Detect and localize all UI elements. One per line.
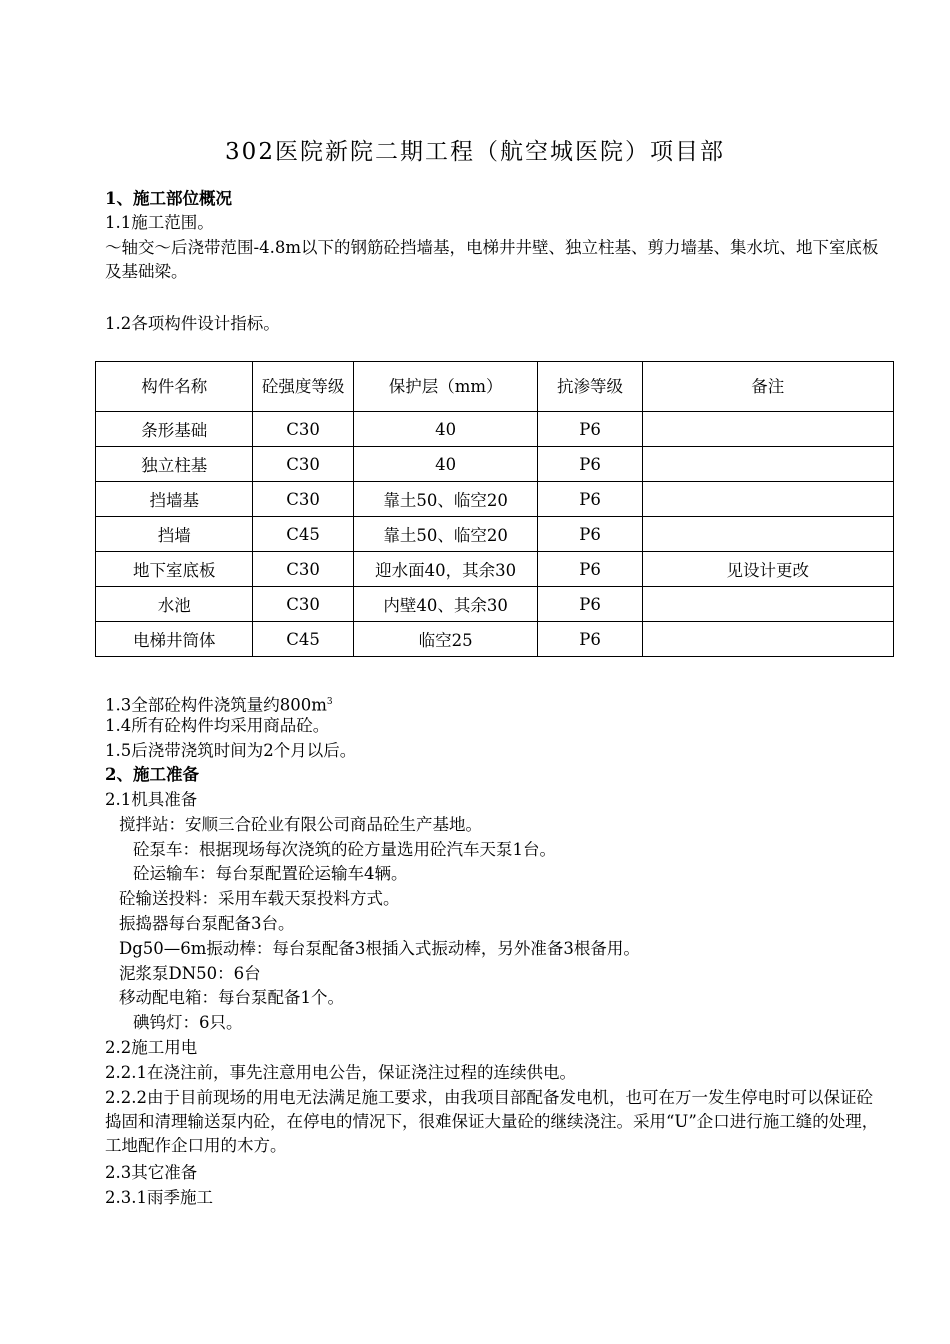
subsection-1-5: 1.5后浇带浇筑时间为2个月以后。 bbox=[105, 741, 357, 760]
table-row bbox=[96, 517, 894, 552]
table-row bbox=[96, 447, 894, 482]
table-cell: P6 bbox=[538, 447, 642, 482]
table-cell: 40 bbox=[353, 447, 538, 482]
table-cell: C45 bbox=[253, 517, 353, 552]
table-row bbox=[96, 412, 894, 447]
header-cell: 构件名称 bbox=[96, 362, 253, 412]
subsection-1-1: 1.1施工范围。 bbox=[105, 213, 214, 232]
table-cell: C30 bbox=[253, 587, 353, 622]
table-cell: 挡墙基 bbox=[96, 482, 253, 517]
table-cell: P6 bbox=[538, 622, 642, 657]
document-title: 302医院新院二期工程（航空城医院）项目部 bbox=[225, 139, 725, 165]
table-cell: 见设计更改 bbox=[642, 552, 893, 587]
table-cell: C30 bbox=[253, 447, 353, 482]
table-cell bbox=[642, 412, 893, 447]
table-cell: 电梯井筒体 bbox=[96, 622, 253, 657]
table-cell: 地下室底板 bbox=[96, 552, 253, 587]
table-cell: 挡墙 bbox=[96, 517, 253, 552]
table-cell: P6 bbox=[538, 517, 642, 552]
unit-superscript: 3 bbox=[326, 697, 333, 707]
subsection-1-4: 1.4所有砼构件均采用商品砼。 bbox=[105, 716, 330, 735]
table-cell: C45 bbox=[253, 622, 353, 657]
table-cell: P6 bbox=[538, 412, 642, 447]
table-cell: C30 bbox=[253, 482, 353, 517]
table-cell: 独立柱基 bbox=[96, 447, 253, 482]
table-cell bbox=[642, 447, 893, 482]
equipment-item: 碘钨灯：6只。 bbox=[133, 1013, 243, 1032]
table-cell: 40 bbox=[353, 412, 538, 447]
table-cell: P6 bbox=[538, 482, 642, 517]
table-header-row bbox=[96, 362, 894, 412]
subsection-2-3-1: 2.3.1雨季施工 bbox=[105, 1188, 213, 1207]
table-cell: 水池 bbox=[96, 587, 253, 622]
subsection-2-3: 2.3其它准备 bbox=[105, 1163, 198, 1182]
table-row bbox=[96, 587, 894, 622]
table-cell: P6 bbox=[538, 587, 642, 622]
table-cell: C30 bbox=[253, 552, 353, 587]
table-cell bbox=[642, 517, 893, 552]
table-row bbox=[96, 552, 894, 587]
equipment-item: 振捣器每台泵配备3台。 bbox=[119, 914, 295, 933]
equipment-item: 砼运输车：每台泵配置砼运输车4辆。 bbox=[133, 864, 408, 883]
table-cell: 靠土50、临空20 bbox=[353, 482, 538, 517]
table-cell: 内壁40、其余30 bbox=[353, 587, 538, 622]
table-row bbox=[96, 622, 894, 657]
section-2-heading: 2、施工准备 bbox=[105, 765, 199, 784]
table-cell bbox=[642, 482, 893, 517]
table-row bbox=[96, 482, 894, 517]
design-spec-table bbox=[95, 361, 894, 657]
table-cell: 迎水面40，其余30 bbox=[353, 552, 538, 587]
table-cell: C30 bbox=[253, 412, 353, 447]
table-cell: 靠土50、临空20 bbox=[353, 517, 538, 552]
table-cell: 条形基础 bbox=[96, 412, 253, 447]
equipment-item: 砼输送投料：采用车载天泵投料方式。 bbox=[119, 889, 400, 908]
volume-text: 1.3全部砼构件浇筑量约800m bbox=[105, 695, 327, 715]
table-cell: P6 bbox=[538, 552, 642, 587]
header-cell: 砼强度等级 bbox=[253, 362, 353, 412]
table-cell: 临空25 bbox=[353, 622, 538, 657]
subsection-2-2-2: 2.2.2由于目前现场的用电无法满足施工要求，由我项目部配备发电机，也可在万一发生停电时可以保证砼捣固和清理输送泵内砼，在停电的情况下，很难保证大量砼的继续浇注。采用“U”企口进行施工缝的处理，工地配作企口用的木方。 bbox=[105, 1088, 879, 1155]
equipment-item: 砼泵车：根据现场每次浇筑的砼方量选用砼汽车天泵1台。 bbox=[133, 840, 556, 859]
table-cell bbox=[642, 587, 893, 622]
equipment-item: 移动配电箱：每台泵配备1个。 bbox=[119, 988, 344, 1007]
section-1-heading: 1、施工部位概况 bbox=[105, 189, 232, 208]
equipment-item: 泥浆泵DN50：6台 bbox=[119, 964, 261, 983]
subsection-2-2-1: 2.2.1在浇注前，事先注意用电公告，保证浇注过程的连续供电。 bbox=[105, 1063, 576, 1082]
equipment-item: 搅拌站：安顺三合砼业有限公司商品砼生产基地。 bbox=[119, 815, 482, 834]
header-cell: 保护层（mm） bbox=[353, 362, 538, 412]
subsection-2-2: 2.2施工用电 bbox=[105, 1038, 198, 1057]
subsection-2-1: 2.1机具准备 bbox=[105, 790, 198, 809]
scope-paragraph: ～轴交～后浇带范围-4.8m以下的钢筋砼挡墙基，电梯井井壁、独立柱基、剪力墙基、集水坑、地下室底板及基础梁。 bbox=[105, 238, 879, 281]
subsection-1-2: 1.2各项构件设计指标。 bbox=[105, 314, 280, 333]
header-cell: 抗渗等级 bbox=[538, 362, 642, 412]
equipment-item: Dg50—6m振动棒：每台泵配备3根插入式振动棒，另外准备3根备用。 bbox=[119, 939, 640, 958]
table-cell bbox=[642, 622, 893, 657]
header-cell: 备注 bbox=[642, 362, 893, 412]
